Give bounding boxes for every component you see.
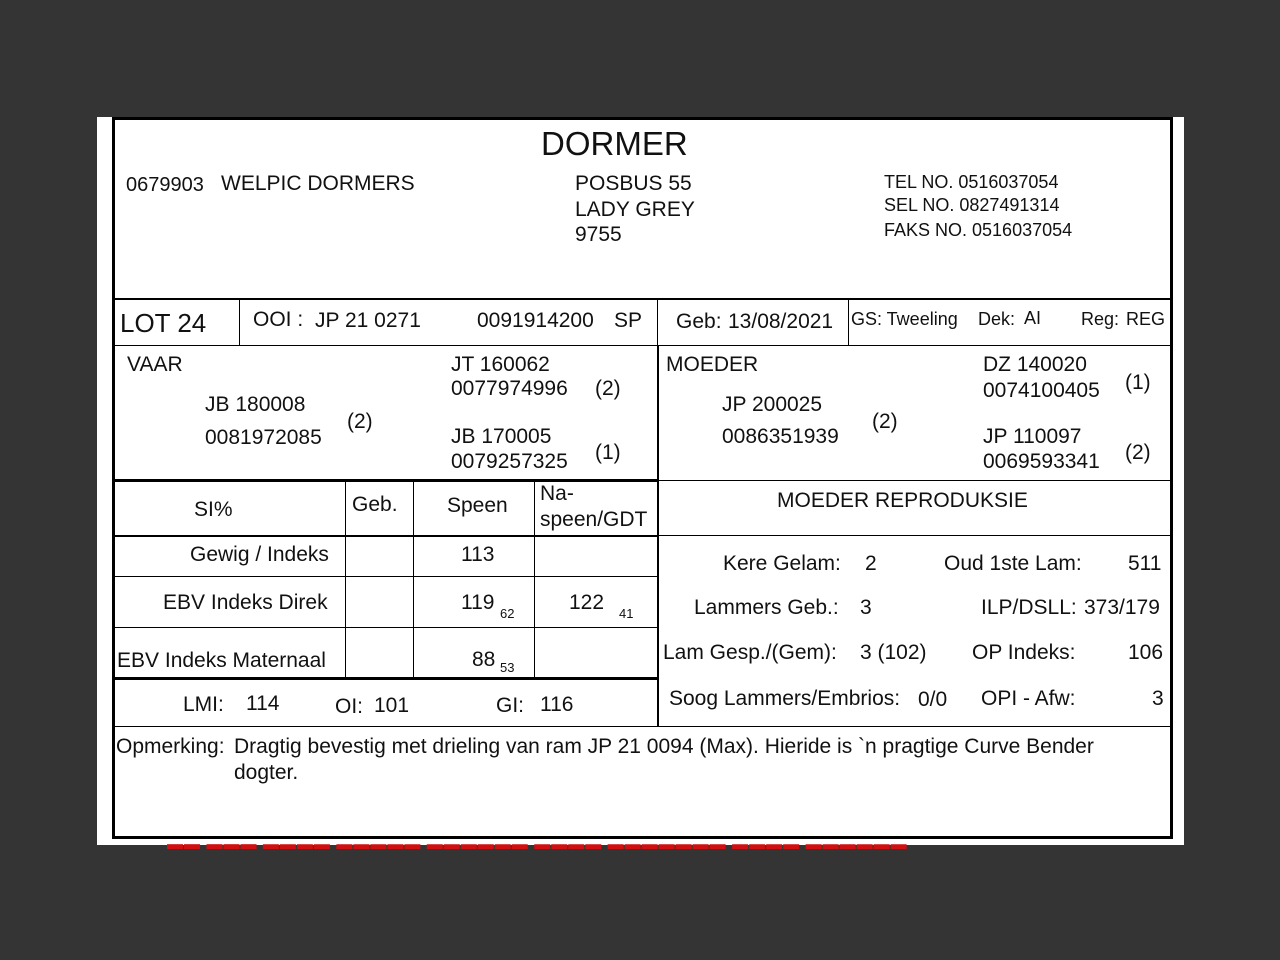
divider-pedigree — [112, 479, 659, 482]
row-direk-na: 122 — [569, 591, 605, 614]
lmi-label: LMI: — [183, 693, 224, 716]
dek-value: AI — [1024, 308, 1042, 328]
vaar-dam-id: JB 170005 — [451, 425, 552, 448]
kere-value: 2 — [865, 552, 877, 575]
remark-line-2: dogter. — [234, 761, 299, 784]
divider-remark — [112, 726, 1173, 727]
moeder-label: MOEDER — [666, 353, 759, 376]
gs-value: GS: Tweeling — [851, 309, 958, 329]
row-direk-label: EBV Indeks Direk — [163, 591, 328, 614]
vline-lot — [239, 299, 240, 346]
divider-si-header — [112, 535, 659, 537]
vaar-id: JB 180008 — [205, 393, 306, 416]
row-direk-speen: 119 — [461, 591, 495, 614]
si-header-si: SI% — [194, 498, 233, 521]
gi-value: 116 — [540, 693, 574, 716]
row-direk-na-sub: 41 — [619, 606, 634, 621]
ooi-reg-number: 0091914200 — [477, 309, 594, 332]
divider-row3 — [112, 677, 659, 680]
reg-value: REG — [1126, 309, 1166, 329]
vline-si-speen — [413, 481, 414, 679]
oi-label: OI: — [335, 695, 364, 718]
divider-row2 — [112, 627, 659, 628]
moeder-sire-grade: (1) — [1125, 371, 1151, 394]
reg-label: Reg: — [1081, 309, 1120, 329]
moeder-number: 0086351939 — [722, 425, 839, 448]
ooi-label: OOI : — [253, 308, 304, 331]
geb-date: 13/08/2021 — [728, 310, 834, 333]
vaar-dam-number: 0079257325 — [451, 450, 568, 473]
row-gewig-label: Gewig / Indeks — [190, 543, 329, 566]
remark-line-1: Dragtig bevestig met drieling van ram JP 21 0094 (Max). Hieride is `n pragtige Curve Bender — [234, 735, 1094, 758]
dek-label: Dek: — [978, 309, 1016, 329]
ilp-value: 373/179 — [1084, 596, 1160, 619]
geb-label: Geb: — [676, 310, 722, 333]
vaar-dam-grade: (1) — [595, 441, 621, 464]
opi-label: OPI - Afw: — [981, 687, 1076, 710]
ooi-id: JP 21 0271 — [315, 309, 421, 332]
repro-title: MOEDER REPRODUKSIE — [777, 489, 1028, 512]
row-maternaal-label: EBV Indeks Maternaal — [117, 649, 326, 672]
row-maternaal-speen: 88 — [472, 648, 496, 671]
op-label: OP Indeks: — [972, 641, 1076, 664]
op-value: 106 — [1128, 641, 1164, 664]
vline-si-na — [534, 481, 535, 679]
kere-label: Kere Gelam: — [723, 552, 841, 575]
gi-label: GI: — [496, 694, 525, 717]
vaar-sire-number: 0077974996 — [451, 377, 568, 400]
vaar-label: VAAR — [127, 353, 183, 376]
moeder-sire-id: DZ 140020 — [983, 353, 1087, 376]
breed-title: DORMER — [541, 125, 688, 162]
row-direk-speen-sub: 62 — [500, 606, 515, 621]
vline-geb — [657, 299, 658, 346]
vaar-sire-id: JT 160062 — [451, 353, 550, 376]
moeder-sire-number: 0074100405 — [983, 379, 1100, 402]
moeder-dam-grade: (2) — [1125, 441, 1151, 464]
vaar-grade: (2) — [347, 410, 373, 433]
vaar-sire-grade: (2) — [595, 377, 621, 400]
row-gewig-speen: 113 — [461, 543, 495, 566]
moeder-id: JP 200025 — [722, 393, 823, 416]
vline-center — [657, 345, 659, 727]
divider-row1 — [112, 576, 659, 577]
lot-number: LOT 24 — [120, 308, 207, 338]
opi-value: 3 — [1152, 687, 1164, 710]
address-line-3: 9755 — [575, 223, 622, 246]
si-header-speen-gdt: speen/GDT — [540, 508, 648, 531]
breeder-name: WELPIC DORMERS — [221, 172, 415, 195]
si-header-speen: Speen — [447, 494, 508, 517]
oud-label: Oud 1ste Lam: — [944, 552, 1082, 575]
footer-red-strip: ▬▬ ▬▬▬ ▬▬▬▬ ▬▬▬▬▬ ▬▬▬▬▬▬ ▬▬▬▬ ▬▬▬▬▬▬▬ ▬▬▬▬ ▬▬▬▬▬▬ — [167, 836, 908, 853]
divider-header — [112, 298, 1173, 300]
gesp-value: 3 (102) — [860, 641, 927, 664]
sel-number: SEL NO. 0827491314 — [884, 195, 1060, 215]
vline-gs — [848, 299, 849, 346]
si-header-geb: Geb. — [352, 493, 398, 516]
faks-number: FAKS NO. 0516037054 — [884, 220, 1073, 240]
gesp-label: Lam Gesp./(Gem): — [663, 641, 837, 664]
lammers-label: Lammers Geb.: — [694, 596, 839, 619]
moeder-dam-number: 0069593341 — [983, 450, 1100, 473]
si-header-na: Na- — [540, 482, 574, 505]
divider-pedigree-right — [659, 480, 1173, 481]
vline-si-geb — [345, 481, 346, 679]
oud-value: 511 — [1128, 552, 1162, 575]
divider-repro-title — [659, 535, 1173, 536]
lammers-value: 3 — [860, 596, 872, 619]
breeder-code: 0679903 — [126, 174, 204, 196]
row-maternaal-speen-sub: 53 — [500, 660, 515, 675]
moeder-grade: (2) — [872, 410, 898, 433]
divider-lot — [112, 345, 1173, 346]
moeder-dam-id: JP 110097 — [983, 425, 1082, 448]
soog-label: Soog Lammers/Embrios: — [669, 687, 901, 710]
lmi-value: 114 — [246, 692, 280, 715]
tel-number: TEL NO. 0516037054 — [884, 172, 1059, 192]
soog-value: 0/0 — [918, 688, 948, 711]
remark-label: Opmerking: — [116, 735, 225, 758]
ooi-grade: SP — [614, 309, 643, 332]
address-line-1: POSBUS 55 — [575, 172, 692, 195]
address-line-2: LADY GREY — [575, 198, 695, 221]
vaar-number: 0081972085 — [205, 426, 322, 449]
oi-value: 101 — [374, 694, 410, 717]
ilp-label: ILP/DSLL: — [981, 596, 1077, 619]
